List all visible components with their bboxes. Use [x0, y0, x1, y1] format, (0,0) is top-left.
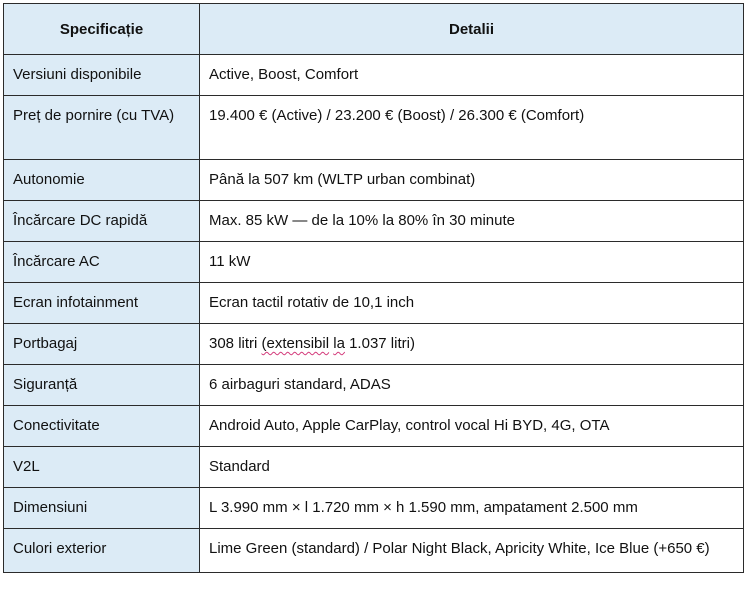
row-label: Dimensiuni — [4, 488, 200, 529]
row-label: Autonomie — [4, 160, 200, 201]
table-row — [4, 242, 744, 283]
row-value: L 3.990 mm × l 1.720 mm × h 1.590 mm, ampatament 2.500 mm — [200, 488, 744, 529]
value-text: 1.037 litri) — [344, 335, 415, 352]
table-row — [4, 201, 744, 242]
row-label: Siguranță — [4, 365, 200, 406]
row-value: Standard — [200, 447, 744, 488]
table-row — [4, 96, 744, 160]
row-value: 19.400 € (Active) / 23.200 € (Boost) / 26.300 € (Comfort) — [200, 96, 744, 160]
row-label: Portbagaj — [4, 324, 200, 365]
table-row — [4, 365, 744, 406]
row-value: 6 airbaguri standard, ADAS — [200, 365, 744, 406]
spellcheck-flagged-word: la — [333, 335, 345, 352]
header-details: Detalii — [200, 4, 744, 55]
row-value: Până la 507 km (WLTP urban combinat) — [200, 160, 744, 201]
spellcheck-flagged-word: (extensibil — [261, 335, 330, 352]
row-value: 11 kW — [200, 242, 744, 283]
table-header-row — [4, 4, 744, 55]
row-label: Încărcare DC rapidă — [4, 201, 200, 242]
row-label: Încărcare AC — [4, 242, 200, 283]
row-label: V2L — [4, 447, 200, 488]
table-row — [4, 324, 744, 365]
row-label: Versiuni disponibile — [4, 55, 200, 96]
row-value: Android Auto, Apple CarPlay, control vocal Hi BYD, 4G, OTA — [200, 406, 744, 447]
value-text: 308 litri — [209, 335, 262, 352]
header-specification: Specificație — [4, 4, 200, 55]
row-label: Culori exterior — [4, 529, 200, 573]
table-row — [4, 283, 744, 324]
table-row — [4, 406, 744, 447]
row-value: Lime Green (standard) / Polar Night Black, Apricity White, Ice Blue (+650 €) — [200, 529, 744, 573]
table-row — [4, 55, 744, 96]
table-row — [4, 488, 744, 529]
table-row — [4, 447, 744, 488]
specifications-table — [3, 3, 744, 573]
table-row — [4, 529, 744, 573]
row-value: Ecran tactil rotativ de 10,1 inch — [200, 283, 744, 324]
row-label: Conectivitate — [4, 406, 200, 447]
row-value: Max. 85 kW — de la 10% la 80% în 30 minute — [200, 201, 744, 242]
table-row — [4, 160, 744, 201]
row-label: Preț de pornire (cu TVA) — [4, 96, 200, 160]
row-value — [200, 324, 744, 365]
row-label: Ecran infotainment — [4, 283, 200, 324]
row-value: Active, Boost, Comfort — [200, 55, 744, 96]
